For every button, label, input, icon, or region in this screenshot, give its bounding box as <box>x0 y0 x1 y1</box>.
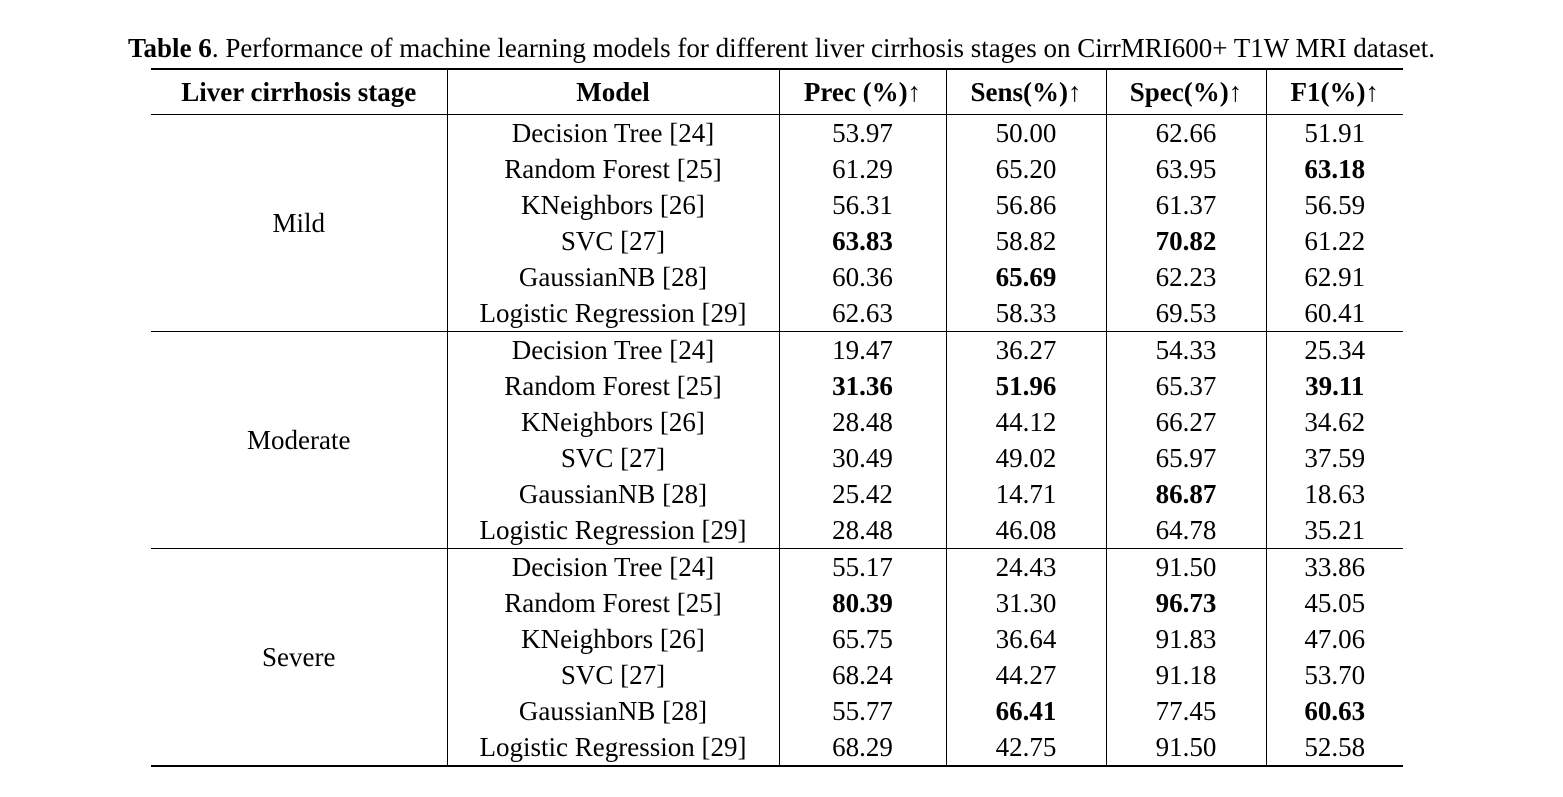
header-spec: Spec(%)↑ <box>1106 69 1266 115</box>
spec-cell: 77.45 <box>1106 693 1266 729</box>
sens-cell: 14.71 <box>946 476 1106 512</box>
table-label: Table 6 <box>128 33 212 63</box>
model-cell: KNeighbors [26] <box>447 187 779 223</box>
prec-cell: 68.29 <box>779 729 946 766</box>
f1-cell: 34.62 <box>1266 404 1403 440</box>
model-cell: Decision Tree [24] <box>447 332 779 369</box>
model-cell: Logistic Regression [29] <box>447 295 779 332</box>
table-caption <box>0 30 1563 66</box>
sens-cell: 24.43 <box>946 549 1106 586</box>
sens-cell: 44.27 <box>946 657 1106 693</box>
prec-cell: 65.75 <box>779 621 946 657</box>
stage-group-moderate <box>151 332 1403 549</box>
spec-cell: 62.23 <box>1106 259 1266 295</box>
model-cell: GaussianNB [28] <box>447 476 779 512</box>
results-table <box>151 68 1403 767</box>
sens-cell: 56.86 <box>946 187 1106 223</box>
prec-cell: 61.29 <box>779 151 946 187</box>
table-row <box>151 332 1403 369</box>
caption-text: . Performance of machine learning models for different liver cirrhosis stages on CirrMRI600+ T1W MRI dataset. <box>211 33 1435 63</box>
spec-cell: 61.37 <box>1106 187 1266 223</box>
stage-group-severe <box>151 549 1403 767</box>
spec-cell: 64.78 <box>1106 512 1266 549</box>
sens-cell: 36.27 <box>946 332 1106 369</box>
spec-cell: 91.50 <box>1106 549 1266 586</box>
spec-cell: 63.95 <box>1106 151 1266 187</box>
f1-cell: 53.70 <box>1266 657 1403 693</box>
f1-cell: 39.11 <box>1266 368 1403 404</box>
f1-cell: 47.06 <box>1266 621 1403 657</box>
prec-cell: 62.63 <box>779 295 946 332</box>
header-prec: Prec (%)↑ <box>779 69 946 115</box>
sens-cell: 58.82 <box>946 223 1106 259</box>
prec-cell: 80.39 <box>779 585 946 621</box>
f1-cell: 61.22 <box>1266 223 1403 259</box>
spec-cell: 54.33 <box>1106 332 1266 369</box>
f1-cell: 35.21 <box>1266 512 1403 549</box>
sens-cell: 50.00 <box>946 115 1106 152</box>
spec-cell: 91.83 <box>1106 621 1266 657</box>
model-cell: SVC [27] <box>447 223 779 259</box>
spec-cell: 91.50 <box>1106 729 1266 766</box>
prec-cell: 53.97 <box>779 115 946 152</box>
stage-cell: Mild <box>272 208 325 238</box>
sens-cell: 58.33 <box>946 295 1106 332</box>
model-cell: GaussianNB [28] <box>447 259 779 295</box>
header-model: Model <box>447 69 779 115</box>
stage-group-mild <box>151 115 1403 332</box>
spec-cell: 86.87 <box>1106 476 1266 512</box>
f1-cell: 45.05 <box>1266 585 1403 621</box>
prec-cell: 31.36 <box>779 368 946 404</box>
prec-cell: 68.24 <box>779 657 946 693</box>
model-cell: Random Forest [25] <box>447 585 779 621</box>
sens-cell: 44.12 <box>946 404 1106 440</box>
model-cell: SVC [27] <box>447 440 779 476</box>
prec-cell: 25.42 <box>779 476 946 512</box>
prec-cell: 63.83 <box>779 223 946 259</box>
model-cell: GaussianNB [28] <box>447 693 779 729</box>
f1-cell: 37.59 <box>1266 440 1403 476</box>
f1-cell: 33.86 <box>1266 549 1403 586</box>
sens-cell: 66.41 <box>946 693 1106 729</box>
model-cell: SVC [27] <box>447 657 779 693</box>
prec-cell: 56.31 <box>779 187 946 223</box>
model-cell: KNeighbors [26] <box>447 404 779 440</box>
prec-cell: 28.48 <box>779 512 946 549</box>
prec-cell: 30.49 <box>779 440 946 476</box>
spec-cell: 62.66 <box>1106 115 1266 152</box>
table-row <box>151 115 1403 152</box>
sens-cell: 51.96 <box>946 368 1106 404</box>
stage-cell: Moderate <box>247 425 351 455</box>
sens-cell: 65.69 <box>946 259 1106 295</box>
model-cell: Decision Tree [24] <box>447 549 779 586</box>
f1-cell: 60.63 <box>1266 693 1403 729</box>
model-cell: Random Forest [25] <box>447 368 779 404</box>
header-f1: F1(%)↑ <box>1266 69 1403 115</box>
f1-cell: 51.91 <box>1266 115 1403 152</box>
sens-cell: 65.20 <box>946 151 1106 187</box>
spec-cell: 91.18 <box>1106 657 1266 693</box>
sens-cell: 46.08 <box>946 512 1106 549</box>
model-cell: Random Forest [25] <box>447 151 779 187</box>
prec-cell: 60.36 <box>779 259 946 295</box>
f1-cell: 62.91 <box>1266 259 1403 295</box>
f1-cell: 60.41 <box>1266 295 1403 332</box>
model-cell: Decision Tree [24] <box>447 115 779 152</box>
prec-cell: 28.48 <box>779 404 946 440</box>
sens-cell: 42.75 <box>946 729 1106 766</box>
spec-cell: 69.53 <box>1106 295 1266 332</box>
spec-cell: 65.37 <box>1106 368 1266 404</box>
sens-cell: 49.02 <box>946 440 1106 476</box>
prec-cell: 19.47 <box>779 332 946 369</box>
model-cell: Logistic Regression [29] <box>447 729 779 766</box>
header-row <box>151 69 1403 115</box>
f1-cell: 18.63 <box>1266 476 1403 512</box>
prec-cell: 55.17 <box>779 549 946 586</box>
sens-cell: 36.64 <box>946 621 1106 657</box>
f1-cell: 25.34 <box>1266 332 1403 369</box>
table-row <box>151 549 1403 586</box>
f1-cell: 63.18 <box>1266 151 1403 187</box>
prec-cell: 55.77 <box>779 693 946 729</box>
sens-cell: 31.30 <box>946 585 1106 621</box>
spec-cell: 70.82 <box>1106 223 1266 259</box>
header-stage: Liver cirrhosis stage <box>151 69 447 115</box>
model-cell: Logistic Regression [29] <box>447 512 779 549</box>
stage-cell: Severe <box>262 642 336 672</box>
spec-cell: 96.73 <box>1106 585 1266 621</box>
f1-cell: 56.59 <box>1266 187 1403 223</box>
spec-cell: 65.97 <box>1106 440 1266 476</box>
model-cell: KNeighbors [26] <box>447 621 779 657</box>
header-sens: Sens(%)↑ <box>946 69 1106 115</box>
spec-cell: 66.27 <box>1106 404 1266 440</box>
f1-cell: 52.58 <box>1266 729 1403 766</box>
